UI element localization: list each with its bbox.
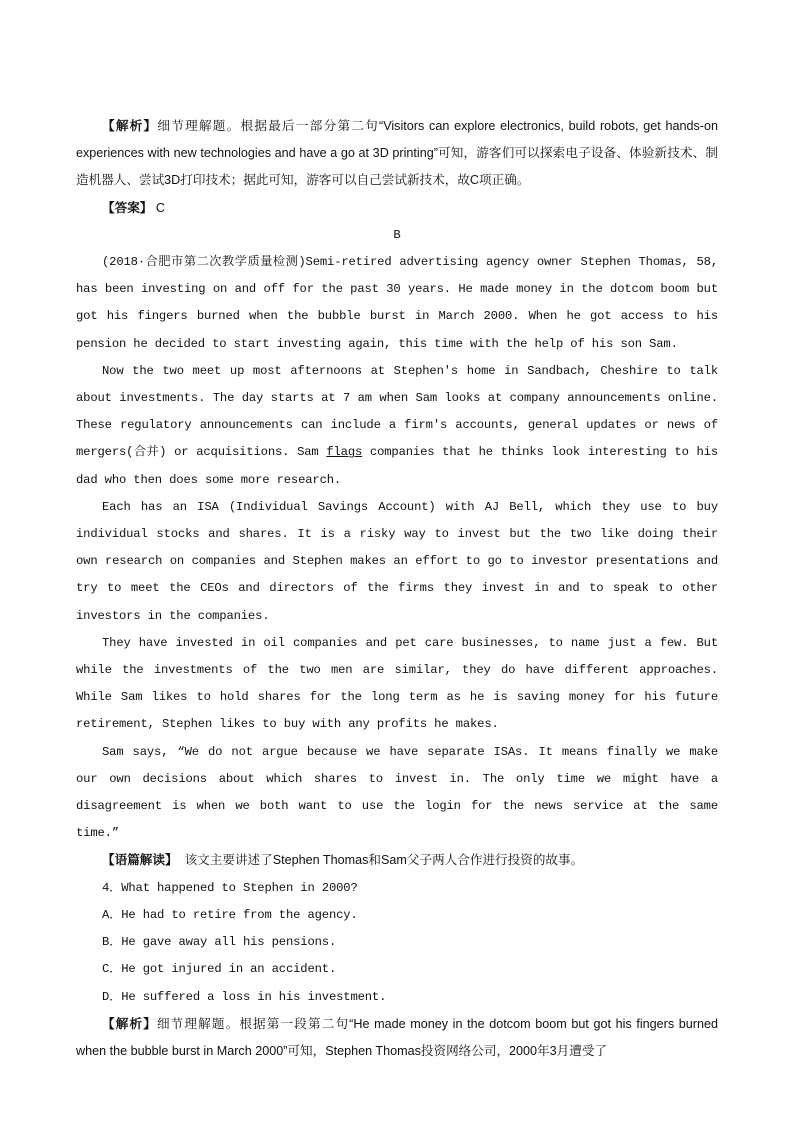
analysis-block-2 xyxy=(76,1011,718,1065)
page-content xyxy=(76,113,718,1065)
reading-note-text: 该文主要讲述了Stephen Thomas和Sam父子两人合作进行投资的故事。 xyxy=(184,853,584,868)
passage-paragraph-1: (2018·合肥市第二次教学质量检测)Semi-retired advertising agency owner Stephen Thomas, 58, has been investing on and off for the past 30 years. He made money in the dotcom boom but got his fingers burned when the bubble burst in March 2000. When he got access to his pension he decided to start investing again, this time with the help of his son Sam. xyxy=(76,255,718,351)
answer-value: C xyxy=(155,200,165,215)
analysis-tag-2: 【解析】 xyxy=(102,1016,157,1031)
analysis-text-2: 细节理解题。根据第一段第二句“He made money in the dotcom boom but got his fingers burned when the bubble burst in March 2000”可知，Stephen Thomas投资网络公司，2000年3月遭受了 xyxy=(76,1016,719,1058)
answer-tag: 【答案】 xyxy=(102,200,153,215)
answer-line xyxy=(76,195,718,222)
question-4-option-a: A．He had to retire from the agency. xyxy=(102,907,358,922)
section-letter: B xyxy=(393,227,401,242)
reading-note xyxy=(76,847,718,874)
analysis-text: 细节理解题。根据最后一部分第二句“Visitors can explore electronics, build robots, get hands-on experiences with new technologies and have a go at 3D printing”可知，游客们可以探索电子设备、体验新技术、制造机器人、尝试3D打印技术；据此可知，游客可以自己尝试新技术，故C项正确。 xyxy=(76,119,718,188)
question-4-option-d: D．He suffered a loss in his investment. xyxy=(102,989,387,1004)
passage-paragraph-3: Each has an ISA (Individual Savings Account) with AJ Bell, which they use to buy individual stocks and shares. It is a risky way to invest but the two like doing their own research on companies and Stephen makes an effort to go to investor presentations and try to meet the CEOs and directors of the firms they invest in and to speak to other investors in the companies. xyxy=(76,499,718,623)
question-4-option-c: C．He got injured in an accident. xyxy=(102,962,337,977)
passage-p2-before: Now the two meet up most afternoons at Stephen's home in Sandbach, Cheshire to talk about investments. The day starts at 7 am when Sam looks at company announcements online. These regulatory announcements can include a firm's accounts, general updates or news of mergers(合并) or acquisitions. Sam xyxy=(76,363,718,460)
reading-note-tag: 【语篇解读】 xyxy=(102,853,178,868)
underlined-word: flags xyxy=(326,445,363,460)
passage-paragraph-5: Sam says, “We do not argue because we have separate ISAs. It means finally we make our own decisions about which shares to invest in. The only time we might have a disagreement is when we both want to use the login for the news service at the same time.” xyxy=(76,744,718,841)
analysis-tag: 【解析】 xyxy=(102,119,158,133)
passage-paragraph-2 xyxy=(76,358,718,494)
passage-p2-after: companies that he thinks look interesting to his dad who then does some more research. xyxy=(76,445,718,487)
passage-paragraph-4: They have invested in oil companies and pet care businesses, to name just a few. But while the investments of the two men are similar, they do have different approaches. While Sam likes to hold shares for the long term as he is saving money for his future retirement, Stephen likes to buy with any profits he makes. xyxy=(76,635,718,732)
analysis-block-1 xyxy=(76,113,718,195)
question-4-option-b: B．He gave away all his pensions. xyxy=(102,935,337,950)
question-4-stem: 4．What happened to Stephen in 2000? xyxy=(102,880,358,895)
